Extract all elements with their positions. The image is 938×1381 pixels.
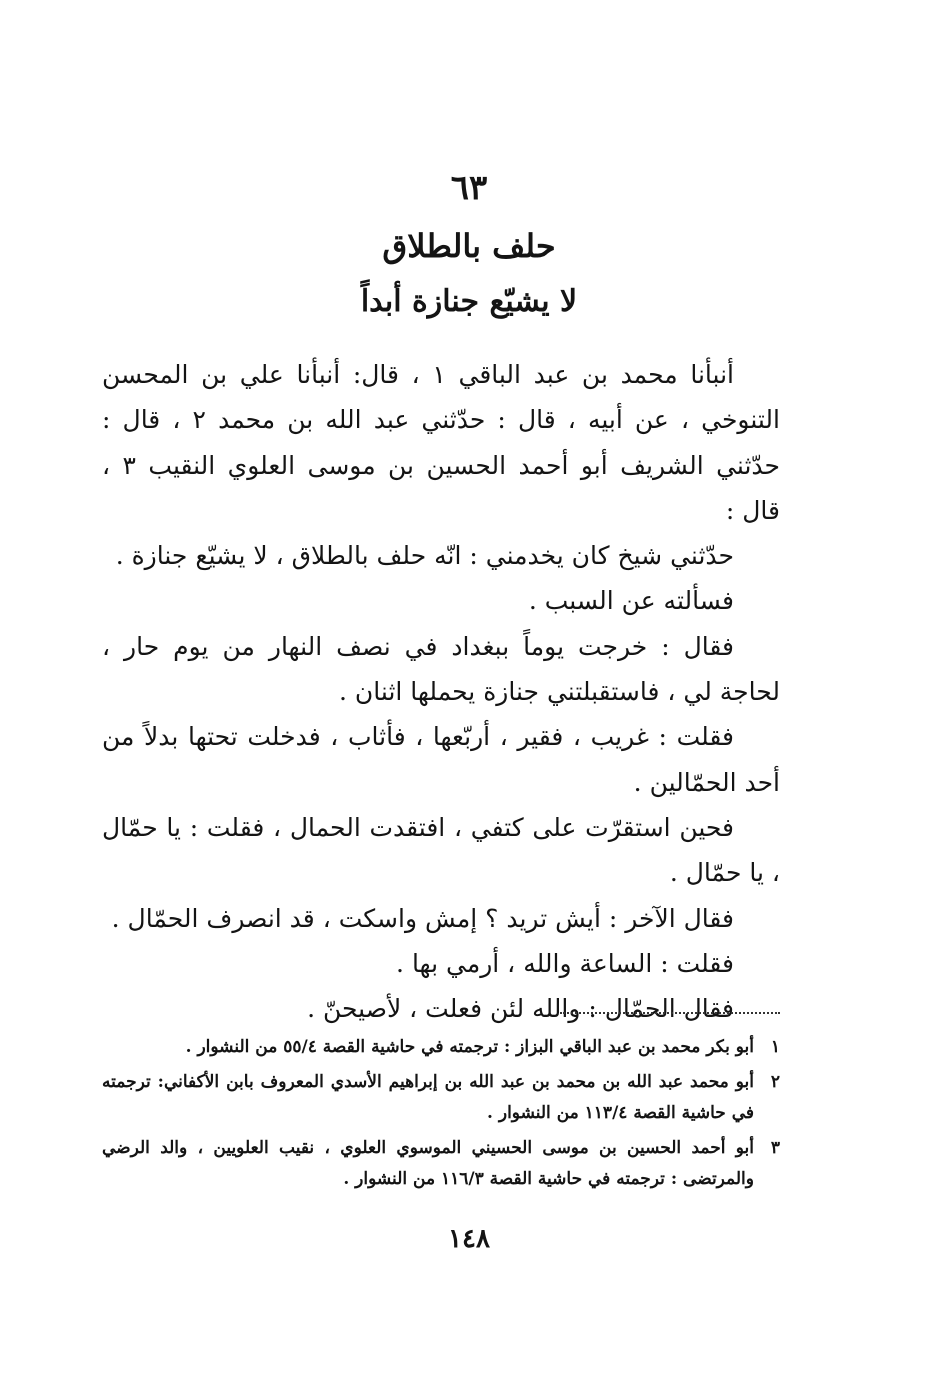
footnote-text: أبو أحمد الحسين بن موسى الحسيني الموسوي العلوي ، نقيب العلويين ، والد الرضي والمرتضى : ترجمته في حاشية القصة ١١٦/٣ من النشوار . [102, 1138, 754, 1189]
paragraph: فقال الآخر : أيش تريد ؟ إمش واسكت ، قد انصرف الحمّال . [111, 903, 734, 933]
paragraph-isnad: أنبأنا محمد بن عبد الباقي ١ ، قال: أنبأنا علي بن المحسن التنوخي ، عن أبيه ، قال : حدّثني عبد الله بن محمد ٢ ، قال : حدّثني الشريف أبو أحمد الحسين بن موسى العلوي النقيب ٣ ، قال : [102, 360, 780, 525]
story-body [102, 352, 780, 1031]
footnote-number: ١ [770, 1037, 780, 1057]
footnote-number: ٢ [770, 1072, 780, 1092]
footnote-text: أبو بكر محمد بن عبد الباقي البزاز : ترجمته في حاشية القصة ٥٥/٤ من النشوار . [185, 1037, 754, 1057]
paragraph: فقال الحمّال : والله لئن فعلت ، لأصيحنّ . [307, 994, 734, 1024]
paragraph: فسألته عن السبب . [528, 586, 734, 616]
paragraph: فقلت : الساعة والله ، أرمي بها . [396, 948, 734, 978]
footnote [102, 1032, 780, 1063]
story-subtitle: لا يشيّع جنازة أبداً [360, 284, 578, 319]
story-number: ٦٣ [450, 168, 488, 208]
story-title: حلف بالطلاق [382, 227, 556, 265]
paragraph: فحين استقرّت على كتفي ، افتقدت الحمال ، فقلت : يا حمّال ، يا حمّال . [102, 812, 780, 888]
footnote-text: أبو محمد عبد الله بن محمد بن عبد الله بن إبراهيم الأسدي المعروف بابن الأكفاني: ترجمته في حاشية القصة ١١٣/٤ من النشوار . [102, 1072, 754, 1123]
paragraph: فقلت : غريب ، فقير ، أربّعها ، فأثاب ، فدخلت تحتها بدلاً من أحد الحمّالين . [102, 722, 780, 797]
footnote [102, 1133, 780, 1195]
paragraph: فقال : خرجت يوماً ببغداد في نصف النهار من يوم حار ، لحاجة لي ، فاستقبلتني جنازة يحملها اثنان . [102, 631, 780, 707]
paragraph: حدّثني شيخ كان يخدمني : انّه حلف بالطلاق ، لا يشيّع جنازة . [115, 541, 734, 571]
page-number: ١٤٨ [448, 1224, 490, 1254]
footnote-separator [560, 1012, 780, 1014]
footnote-number: ٣ [770, 1138, 780, 1158]
footnotes [102, 1032, 780, 1199]
footnote [102, 1067, 780, 1129]
